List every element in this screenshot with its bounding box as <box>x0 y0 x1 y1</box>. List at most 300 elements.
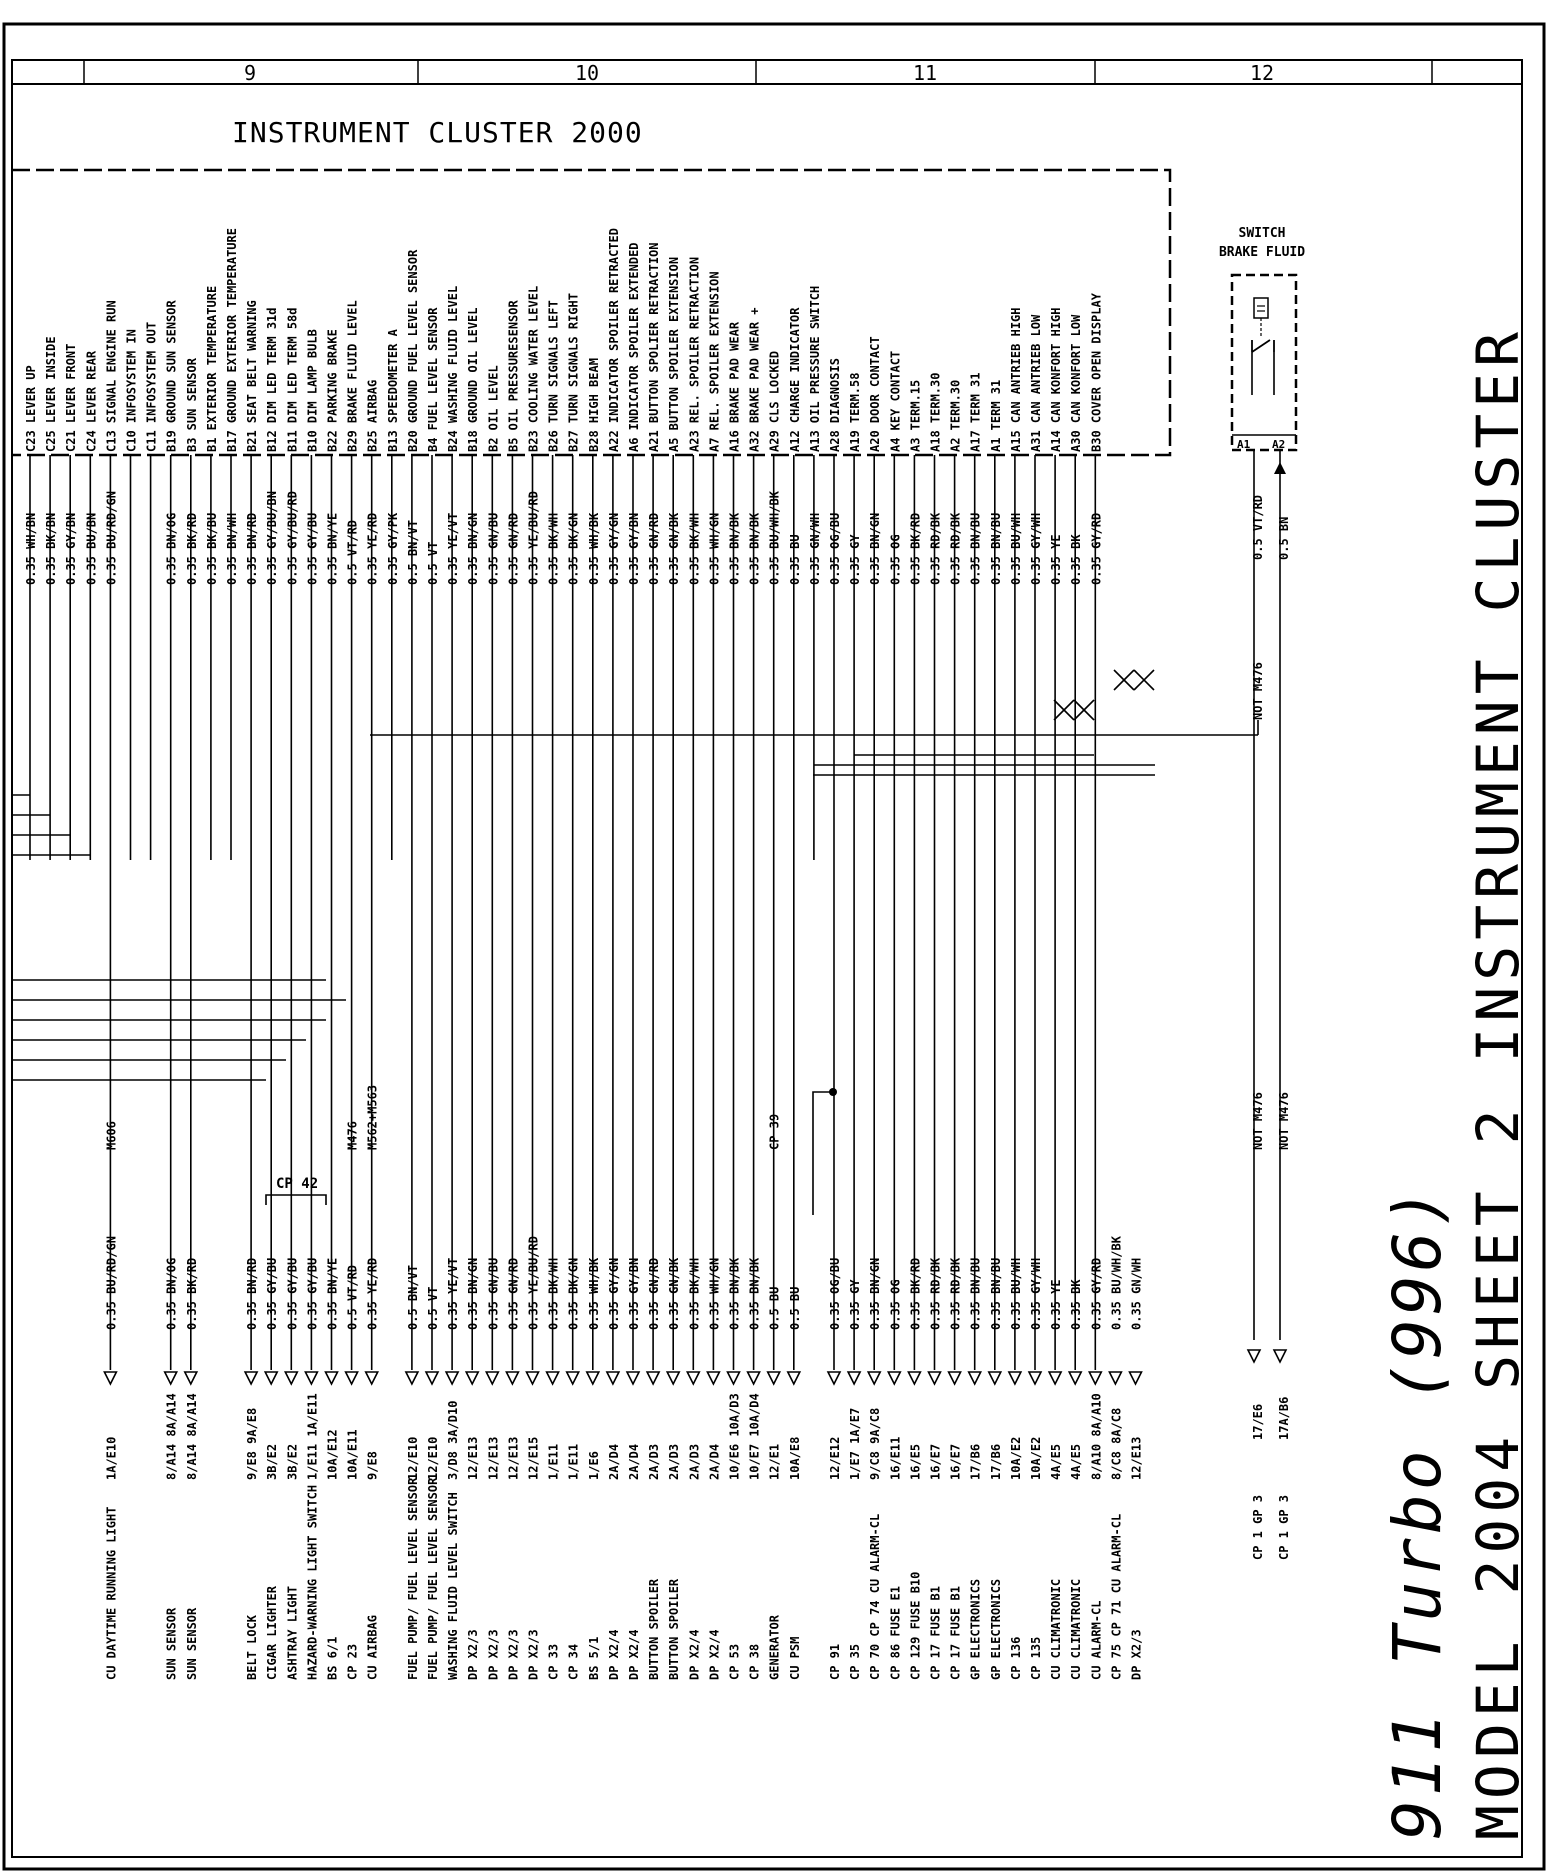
destination-label: FUEL PUMP/ FUEL LEVEL SENSOR <box>426 1477 440 1680</box>
wire-label: 0.35 WH/BK <box>586 512 601 585</box>
connector-arrow <box>1069 1372 1081 1384</box>
connector-arrow <box>326 1372 338 1384</box>
destination-label: CU DAYTIME RUNNING LIGHT <box>104 1506 119 1680</box>
destination-label: CP 136 <box>1008 1636 1023 1680</box>
connector-arrow <box>908 1372 920 1384</box>
terminal-code-label: 12/E12 <box>828 1436 842 1480</box>
pin-label: B4 FUEL LEVEL SENSOR <box>426 307 440 452</box>
wire-label: 0.35 BK/RD <box>184 512 199 585</box>
wire-label: 0.35 GN/BU <box>486 512 501 585</box>
wire-label: 0.35 BN/GN <box>466 512 481 585</box>
terminal-code-label: 12/E13 <box>1129 1436 1144 1480</box>
bottom-wire-label: 0.35 GY/BU <box>305 1257 320 1330</box>
destination-label: CP 38 <box>747 1643 762 1680</box>
pin-label: A32 BRAKE PAD WEAR + <box>747 307 762 452</box>
pin-label: A14 CAN KONFORT HIGH <box>1049 307 1064 452</box>
connector-arrow <box>245 1372 257 1384</box>
wire-label: 0.35 RD/BK <box>928 512 943 585</box>
wire-label: 0.35 YE/RD <box>365 512 380 585</box>
pin-label: A5 BUTTON SPOILER EXTENSION <box>667 256 682 452</box>
pin-label: B27 TURN SIGNALS RIGHT <box>566 293 581 452</box>
pin-label: B25 AIRBAG <box>365 379 380 452</box>
wire-label: 0.35 BU/WH/BK <box>767 491 782 585</box>
connector-arrow <box>165 1372 177 1384</box>
connector-arrow <box>366 1372 378 1384</box>
destination-label: CP 129 FUSE B10 <box>908 1571 923 1680</box>
pin-label: A31 CAN ANTRIEB LOW <box>1029 314 1043 452</box>
brake-fluid-switch <box>1219 226 1305 1560</box>
connector-arrow <box>305 1372 317 1384</box>
connector-arrow <box>346 1372 358 1384</box>
terminal-code-label: 8/C8 8A/C8 <box>1109 1407 1124 1480</box>
pin-label: A3 TERM.15 <box>908 379 923 452</box>
destination-label: CU ALARM-CL <box>1089 1600 1104 1680</box>
destination-label: BELT LOCK <box>245 1614 260 1680</box>
pin-label: A19 TERM.58 <box>848 372 863 452</box>
terminal-code-label: 12/E13 <box>486 1436 501 1480</box>
pin-label: B24 WASHING FLUID LEVEL <box>446 285 461 452</box>
pin-label: B17 GROUND EXTERIOR TEMPERATURE <box>225 228 239 452</box>
wire-label: 0.35 GN/WH <box>807 512 822 585</box>
bottom-wire-label: 0.35 BU/RD/GN <box>104 1236 119 1330</box>
pin-label: A17 TERM 31 <box>968 372 983 452</box>
connector-arrow <box>768 1372 780 1384</box>
connector-arrow <box>687 1372 699 1384</box>
bottom-wire-label: 0.35 YE <box>1049 1279 1064 1330</box>
switch-subtitle: BRAKE FLUID <box>1218 245 1306 260</box>
pin-group <box>24 228 1103 1370</box>
terminal-code-label: 8/A10 8A/A10 <box>1089 1393 1104 1480</box>
pin-label: C13 SIGNAL ENGINE RUN <box>104 300 119 452</box>
wire-label: 0.35 GY/BU/BN <box>265 491 280 585</box>
switch-dest-2: CP 1 GP 3 <box>1277 1494 1291 1560</box>
destination-label: BUTTON SPOILER <box>667 1578 682 1680</box>
switch-dest-1: CP 1 GP 3 <box>1251 1494 1265 1560</box>
terminal-code-label: 3B/E2 <box>285 1443 300 1480</box>
terminal-code-label: 17/B6 <box>988 1443 1003 1480</box>
connector-arrow <box>949 1372 961 1384</box>
wire-label: 0.35 GN/RD <box>506 512 521 585</box>
pin-label: A18 TERM.30 <box>928 372 943 452</box>
wire-label: 0.35 GY/BN <box>627 512 641 585</box>
pin-label: B12 DIM LED TERM 31d <box>265 307 280 452</box>
pin-label: A21 BUTTON SPOLIER RETRACTION <box>647 242 662 452</box>
destination-label: CP 34 <box>566 1643 581 1680</box>
bottom-wire-label: 0.35 RD/BK <box>928 1257 943 1330</box>
terminal-code-label: 3B/E2 <box>265 1443 280 1480</box>
connector-arrow <box>707 1372 719 1384</box>
switch-title: SWITCH <box>1238 226 1286 241</box>
destination-label: DP X2/3 <box>1129 1629 1144 1680</box>
pin-label: A29 CLS LOCKED <box>767 350 782 452</box>
terminal-code-label: 2A/D3 <box>647 1443 662 1480</box>
wire-label: 0.35 GY <box>848 534 863 585</box>
terminal-code-label: 1/E11 1A/E11 <box>305 1393 320 1480</box>
bottom-wire-label: 0.35 BN/BK <box>747 1257 762 1330</box>
destination-label: CP 17 FUSE B1 <box>948 1586 963 1680</box>
switch-pin-a1: A1 <box>1237 438 1251 451</box>
bottom-wire-label: 0.35 BU/WH/BK <box>1109 1236 1124 1330</box>
terminal-code-label: 12/E15 <box>526 1436 541 1480</box>
pin-label: B26 TURN SIGNALS LEFT <box>546 300 561 452</box>
pin-label: B23 COOLING WATER LEVEL <box>526 285 541 452</box>
bottom-wire-label: 0.35 GY <box>848 1279 863 1330</box>
terminal-code-label: 12/E13 <box>466 1436 481 1480</box>
destination-label: CP 91 <box>828 1643 842 1680</box>
pin-label: B30 COVER OPEN DISPLAY <box>1089 293 1104 452</box>
column-number-11: 11 <box>912 61 938 85</box>
connector-arrow <box>486 1372 498 1384</box>
connector-arrow <box>567 1372 579 1384</box>
bottom-wire-label: 0.35 YE/RD <box>365 1257 380 1330</box>
column-number-9: 9 <box>243 61 257 85</box>
destination-label: CP 17 FUSE B1 <box>928 1586 943 1680</box>
terminal-code-label: 10/E7 10A/D4 <box>747 1393 762 1480</box>
destination-label: ASHTRAY LIGHT <box>285 1586 300 1680</box>
wire-label: 0.35 GY/BN <box>64 512 79 585</box>
wire-label: 0.35 BN/RD <box>245 512 260 585</box>
wire-label: 0.35 BU <box>787 534 802 585</box>
destination-label: CP 86 FUSE E1 <box>888 1586 903 1680</box>
connector-arrow <box>1009 1372 1021 1384</box>
destination-label: SUN SENSOR <box>184 1607 199 1680</box>
terminal-code-label: 12/E10 <box>426 1436 440 1480</box>
terminal-code-label: 10A/E11 <box>345 1429 360 1480</box>
wire-label: 0.35 GY/PK <box>385 512 400 585</box>
wire-label: 0.35 GY/WH <box>1029 512 1043 585</box>
wire-label: 0.35 BK/RD <box>908 512 923 585</box>
bottom-wire-label: 0.35 BK/RD <box>908 1257 923 1330</box>
option-code-label: M562+M563 <box>365 1084 380 1150</box>
connector-arrow <box>406 1372 418 1384</box>
pin-label: A15 CAN ANTRIEB HIGH <box>1008 307 1023 452</box>
wire-label: 0.5 VT <box>426 541 440 585</box>
bottom-wire-label: 0.35 GY/RD <box>1089 1257 1104 1330</box>
destination-label: BS 6/1 <box>325 1636 340 1680</box>
script-logo: 911 Turbo (996) <box>1379 1183 1456 1840</box>
pin-label: A4 KEY CONTACT <box>888 350 903 452</box>
wire-label: 0.35 OG <box>888 534 903 585</box>
wire-label: 0.35 WH/BN <box>24 512 38 585</box>
terminal-code-label: 16/E7 <box>948 1443 963 1480</box>
bottom-wire-label: 0.35 BU/WH <box>1008 1257 1023 1330</box>
connector-arrow <box>1089 1372 1101 1384</box>
destination-label: SUN SENSOR <box>164 1607 179 1680</box>
pin-label: A23 REL. SPOILER RETRACTION <box>687 256 702 452</box>
terminal-code-label: 9/C8 9A/C8 <box>868 1407 883 1480</box>
destination-label: CIGAR LIGHTER <box>265 1586 280 1680</box>
switch-term-2: 17A/B6 <box>1277 1396 1291 1440</box>
connector-arrow <box>748 1372 760 1384</box>
option-code-label: M606 <box>104 1121 119 1150</box>
connector-arrow <box>547 1372 559 1384</box>
twisted-pair-can-antrieb <box>1054 700 1094 720</box>
connector-arrow <box>728 1372 740 1384</box>
pin-label: A7 REL. SPOILER EXTENSION <box>707 271 722 452</box>
terminal-code-label: 1/E7 1A/E7 <box>848 1407 863 1480</box>
terminal-code-label: 9/E8 9A/E8 <box>245 1407 260 1480</box>
connector-arrow <box>929 1372 941 1384</box>
destination-label: CP 75 CP 71 CU ALARM-CL <box>1109 1513 1124 1680</box>
terminal-code-label: 4A/E5 <box>1049 1443 1064 1480</box>
connector-arrow <box>969 1372 981 1384</box>
cp42-label: CP 42 <box>276 1176 319 1192</box>
bottom-wire-label: 0.35 OG <box>888 1279 903 1330</box>
destination-label: GENERATOR <box>767 1614 782 1680</box>
switch-wire-2: 0.5 BN <box>1277 516 1291 560</box>
terminal-code-label: 2A/D4 <box>627 1443 641 1480</box>
pin-label: A20 DOOR CONTACT <box>868 336 883 452</box>
connector-arrow <box>627 1372 639 1384</box>
destination-label: CP 23 <box>345 1643 360 1680</box>
switch-wire-1: 0.5 VT/RD <box>1251 494 1265 560</box>
connector-arrow <box>185 1372 197 1384</box>
bottom-wire-label: 0.35 BN/BK <box>727 1257 742 1330</box>
wire-label: 0.35 BN/OG <box>164 512 179 585</box>
connector-arrow <box>888 1372 900 1384</box>
connector-arrow <box>607 1372 619 1384</box>
switch-bottom-label-1: NOT M476 <box>1251 1092 1265 1150</box>
destination-label: CP 33 <box>546 1643 561 1680</box>
wire-label: 0.35 BN/BU <box>968 512 983 585</box>
terminal-code-label: 2A/D4 <box>606 1443 621 1480</box>
connector-arrow <box>527 1372 539 1384</box>
bottom-wire-label: 0.35 GN/BU <box>486 1257 501 1330</box>
bottom-wire-label: 0.35 GN/WH <box>1129 1257 1144 1330</box>
bottom-wire-label: 0.35 GY/BU <box>265 1257 280 1330</box>
terminal-code-label: 17/B6 <box>968 1443 983 1480</box>
pin-label: B22 PARKING BRAKE <box>325 329 340 452</box>
terminal-code-label: 1/E6 <box>586 1451 601 1480</box>
destination-label: HAZARD-WARNING LIGHT SWITCH <box>305 1484 320 1680</box>
bottom-wire-label: 0.5 BN/VT <box>405 1264 420 1330</box>
connector-arrow <box>104 1372 116 1384</box>
destination-label: CU PSM <box>787 1636 802 1680</box>
pin-label: C23 LEVER UP <box>24 365 38 452</box>
terminal-code-label: 10A/E12 <box>325 1429 340 1480</box>
terminal-code-label: 10/E6 10A/D3 <box>727 1393 742 1480</box>
column-number-12: 12 <box>1249 61 1275 85</box>
destination-label: CP 53 <box>727 1643 742 1680</box>
bottom-wire-label: 0.35 YE/BU/RD <box>526 1236 541 1330</box>
wire-label: 0.35 BK/BN <box>44 512 59 585</box>
destination-label: WASHING FLUID LEVEL SWITCH <box>446 1492 461 1680</box>
connector-arrow <box>1029 1372 1041 1384</box>
terminal-code-label: 1/E11 <box>546 1443 561 1480</box>
bottom-wire-label: 0.35 BK <box>1069 1279 1084 1330</box>
pin-label: B1 EXTERIOR TEMPERATURE <box>204 285 219 452</box>
bottom-wire-label: 0.35 GY/BN <box>627 1257 641 1330</box>
bottom-wire-label: 0.5 VT <box>426 1286 440 1330</box>
destination-label: DP X2/4 <box>707 1629 722 1680</box>
column-number-10: 10 <box>574 61 600 85</box>
pin-label: B11 DIM LED TERM 58d <box>285 307 300 452</box>
pin-label: A22 INDICATOR SPOILER RETRACTED <box>606 228 621 452</box>
destination-label: CU CLIMATRONIC <box>1069 1578 1084 1680</box>
terminal-code-label: 12/E10 <box>405 1436 420 1480</box>
bottom-wire-label: 0.35 BK/WH <box>687 1257 702 1330</box>
destination-label: DP X2/4 <box>627 1629 641 1680</box>
wire-label: 0.5 BN/VT <box>405 519 420 585</box>
wire-label: 0.35 RD/BK <box>948 512 963 585</box>
bottom-wire-label: 0.5 BU <box>767 1286 782 1330</box>
wire-label: 0.35 YE <box>1049 534 1064 585</box>
wire-label: 0.35 GY/BU/RD <box>285 491 300 585</box>
destination-label: CU CLIMATRONIC <box>1049 1578 1064 1680</box>
terminal-code-label: 4A/E5 <box>1069 1443 1084 1480</box>
terminal-code-label: 3/D8 3A/D10 <box>446 1400 461 1480</box>
bottom-wire-label: 0.5 BU <box>787 1286 802 1330</box>
destination-label: CP 35 <box>848 1643 863 1680</box>
wire-label: 0.35 BN/GN <box>868 512 883 585</box>
wire-label: 0.35 WH/GN <box>707 512 722 585</box>
wire-label: 0.35 BN/WH <box>225 512 239 585</box>
wire-label: 0.35 OG/BU <box>828 512 842 585</box>
terminal-code-label: 12/E13 <box>506 1436 521 1480</box>
connector-arrow <box>647 1372 659 1384</box>
destination-label: DP X2/4 <box>687 1629 702 1680</box>
pin-label: A12 CHARGE INDICATOR <box>787 307 802 452</box>
destination-label: CP 135 <box>1029 1636 1043 1680</box>
terminal-code-label: 8/A14 8A/A14 <box>184 1393 199 1480</box>
connector-arrow <box>285 1372 297 1384</box>
terminal-code-label: 10A/E2 <box>1008 1436 1023 1480</box>
connector-arrow <box>1109 1372 1121 1384</box>
bottom-wire-label: 0.35 OG/BU <box>828 1257 842 1330</box>
connector-arrow <box>1049 1372 1061 1384</box>
wire-label: 0.35 BN/YE <box>325 512 340 585</box>
destination-label: CU AIRBAG <box>365 1614 380 1680</box>
switch-bottom-label-2: NOT M476 <box>1277 1092 1291 1150</box>
cp39-junction <box>813 1092 833 1215</box>
wire-label: 0.35 GY/RD <box>1089 512 1104 585</box>
bottom-wire-label: 0.35 RD/BK <box>948 1257 963 1330</box>
bottom-wire-label: 0.35 GN/RD <box>506 1257 521 1330</box>
pin-label: A1 TERM 31 <box>988 379 1003 452</box>
connector-arrow <box>848 1372 860 1384</box>
bottom-wire-label: 0.35 GY/WH <box>1029 1257 1043 1330</box>
wire-label: 0.35 BK/BU <box>204 512 219 585</box>
option-code-label: M476 <box>345 1121 360 1150</box>
bottom-wire-label: 0.5 VT/RD <box>345 1264 360 1330</box>
bottom-wire-label: 0.35 GN/RD <box>647 1257 662 1330</box>
destination-label: DP X2/3 <box>486 1629 501 1680</box>
bottom-wire-label: 0.35 BN/OG <box>164 1257 179 1330</box>
pin-label: B29 BRAKE FLUID LEVEL <box>345 300 360 452</box>
connector-arrow <box>788 1372 800 1384</box>
terminal-code-label: 2A/D4 <box>707 1443 722 1480</box>
connector-arrow <box>426 1372 438 1384</box>
terminal-code-label: 16/E7 <box>928 1443 943 1480</box>
pin-label: B21 SEAT BELT WARNING <box>245 300 260 452</box>
pin-label: A16 BRAKE PAD WEAR <box>727 321 742 452</box>
terminal-code-label: 1/E11 <box>566 1443 581 1480</box>
destination-label: DP X2/3 <box>506 1629 521 1680</box>
terminal-code-label: 10A/E2 <box>1029 1436 1043 1480</box>
pin-label: B28 HIGH BEAM <box>586 358 601 452</box>
bottom-wire-label: 0.35 BK/WH <box>546 1257 561 1330</box>
pin-label: B13 SPEEDOMETER A <box>385 329 400 452</box>
bottom-wire-label: 0.35 BK/GN <box>566 1257 581 1330</box>
connector-arrow <box>506 1372 518 1384</box>
connector-arrow <box>667 1372 679 1384</box>
bottom-wire-label: 0.35 GY/BU <box>285 1257 300 1330</box>
wire-label: 0.35 BN/BK <box>747 512 762 585</box>
pin-label: B2 OIL LEVEL <box>486 365 501 452</box>
switch-note: NOT M476 <box>1251 662 1265 720</box>
destination-label: BS 5/1 <box>586 1636 601 1680</box>
bottom-wire-label: 0.35 BN/BU <box>988 1257 1003 1330</box>
pin-label: B19 GROUND SUN SENSOR <box>164 300 179 452</box>
wire-label: 0.35 GY/GN <box>606 512 621 585</box>
cluster-title: INSTRUMENT CLUSTER 2000 <box>232 116 643 149</box>
wire-label: 0.35 YE/BU/RD <box>526 491 541 585</box>
pin-label: A6 INDICATOR SPOILER EXTENDED <box>627 242 641 452</box>
wire-label: 0.35 BU/RD/GN <box>104 491 119 585</box>
pin-label: A28 DIAGNOSIS <box>828 358 842 452</box>
terminal-code-label: 8/A14 8A/A14 <box>164 1393 179 1480</box>
terminal-code-label: 16/E11 <box>888 1436 903 1480</box>
connector-arrow <box>466 1372 478 1384</box>
bottom-wire-label: 0.35 YE/VT <box>446 1257 461 1330</box>
bottom-wire-label: 0.35 BN/BU <box>968 1257 983 1330</box>
pin-label: C24 LEVER REAR <box>84 350 99 452</box>
cp42-junction <box>266 1195 326 1205</box>
pin-label: B3 SUN SENSOR <box>184 358 199 452</box>
wire-label: 0.35 BN/BU <box>988 512 1003 585</box>
connector-arrow <box>828 1372 840 1384</box>
terminal-code-label: 16/E5 <box>908 1443 923 1480</box>
pin-label: B5 OIL PRESSURESENSOR <box>506 300 521 452</box>
wire-label: 0.5 VT/RD <box>345 519 360 585</box>
wire-label: 0.35 GN/RD <box>647 512 662 585</box>
switch-pin-a2: A2 <box>1272 438 1286 451</box>
wire-label: 0.35 GN/BK <box>667 512 682 585</box>
switch-term-1: 17/E6 <box>1251 1403 1265 1440</box>
wire-label: 0.35 BK/GN <box>566 512 581 585</box>
destination-label: DP X2/3 <box>526 1629 541 1680</box>
bottom-wire-label: 0.35 BN/GN <box>868 1257 883 1330</box>
pin-label: C10 INFOSYSTEM IN <box>124 329 139 452</box>
bottom-wire-label: 0.35 GN/BK <box>667 1257 682 1330</box>
destination-label: DP X2/3 <box>466 1629 481 1680</box>
wire-label: 0.35 GY/BU <box>305 512 320 585</box>
sheet-vertical-title: MODEL 2004 SHEET 2 INSTRUMENT CLUSTER <box>1464 325 1532 1840</box>
connector-arrow <box>1130 1372 1142 1384</box>
bottom-wire-label: 0.35 BN/YE <box>325 1257 340 1330</box>
wire-label: 0.35 BN/BK <box>727 512 742 585</box>
wire-label: 0.35 BK/WH <box>546 512 561 585</box>
option-code-label: CP 39 <box>767 1113 782 1150</box>
bottom-wire-label: 0.35 BN/RD <box>245 1257 260 1330</box>
bottom-wire-label: 0.35 BN/GN <box>466 1257 481 1330</box>
terminal-code-label: 1A/E10 <box>104 1436 119 1480</box>
wire-label: 0.35 BU/BN <box>84 512 99 585</box>
destination-label: BUTTON SPOILER <box>647 1578 662 1680</box>
terminal-code-label: 10A/E8 <box>787 1436 802 1480</box>
wire-label: 0.35 BU/WH <box>1008 512 1023 585</box>
connector-arrow <box>265 1372 277 1384</box>
bottom-wire-label: 0.35 BK/RD <box>184 1257 199 1330</box>
pin-label: A13 OIL PRESSURE SWITCH <box>807 285 822 452</box>
destination-label: CP 70 CP 74 CU ALARM-CL <box>868 1513 883 1680</box>
terminal-code-label: 2A/D3 <box>687 1443 702 1480</box>
terminal-code-label: 12/E1 <box>767 1443 782 1480</box>
terminal-code-label: 9/E8 <box>365 1451 380 1480</box>
wire-label: 0.35 BK <box>1069 534 1084 585</box>
wire-label: 0.35 BK/WH <box>687 512 702 585</box>
pin-label: C25 LEVER INSIDE <box>44 336 59 452</box>
